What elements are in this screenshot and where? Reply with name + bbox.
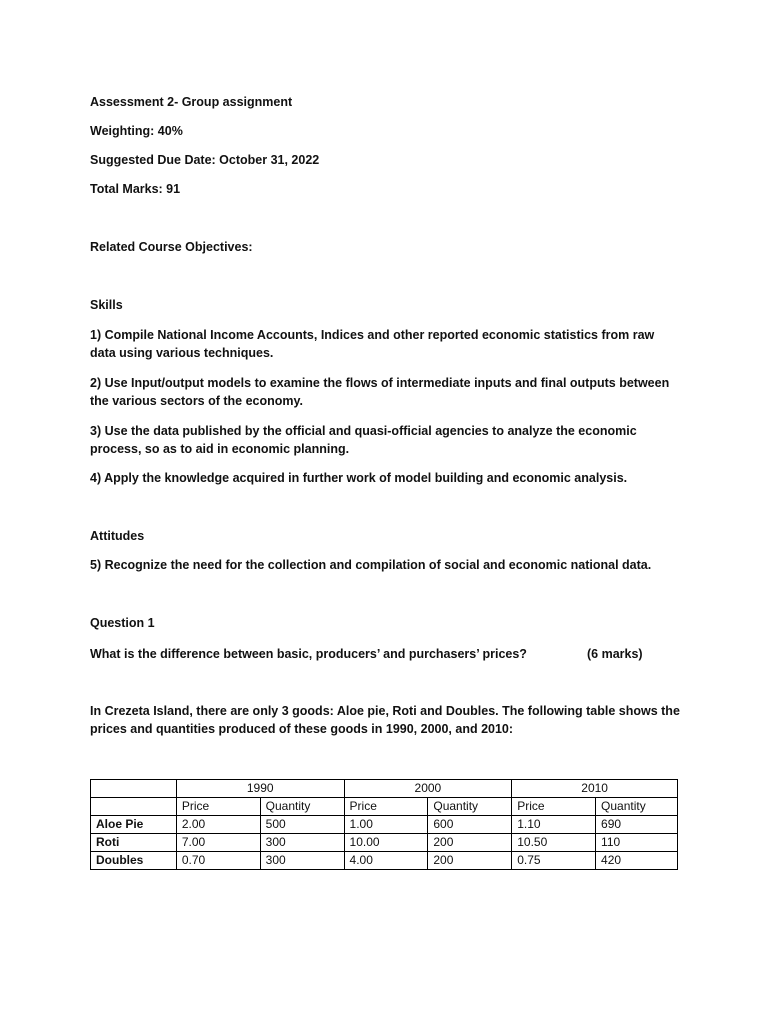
table-cell: 110 bbox=[596, 834, 678, 852]
question-1-intro: In Crezeta Island, there are only 3 goods: Aloe pie, Roti and Doubles. The following table shows the prices and quantities produced of these goods in 1990, 2000, and 2010: bbox=[90, 704, 680, 736]
table-year-header-row bbox=[91, 780, 678, 798]
weighting: Weighting: 40% bbox=[90, 124, 183, 138]
skill-item: 1) Compile National Income Accounts, Indices and other reported economic statistics from raw data using various techniques. bbox=[90, 328, 655, 360]
table-row bbox=[91, 852, 678, 870]
table-cell: 300 bbox=[260, 834, 344, 852]
skill-item: 3) Use the data published by the official and quasi-official agencies to analyze the economic process, so as to aid in economic planning. bbox=[90, 424, 637, 456]
subheader-cell: Price bbox=[176, 798, 260, 816]
table-subheader-row bbox=[91, 798, 678, 816]
question-1-heading: Question 1 bbox=[90, 616, 155, 630]
table-cell: 7.00 bbox=[176, 834, 260, 852]
due-date: Suggested Due Date: October 31, 2022 bbox=[90, 153, 320, 167]
table-row bbox=[91, 834, 678, 852]
table-cell: 0.75 bbox=[512, 852, 596, 870]
row-label: Doubles bbox=[91, 852, 177, 870]
skill-item: 2) Use Input/output models to examine the flows of intermediate inputs and final outputs between the various sectors of the economy. bbox=[90, 376, 670, 408]
table-cell: 690 bbox=[596, 816, 678, 834]
table-cell: 500 bbox=[260, 816, 344, 834]
table-cell: 600 bbox=[428, 816, 512, 834]
table-cell: 420 bbox=[596, 852, 678, 870]
subheader-cell: Price bbox=[512, 798, 596, 816]
skill-item: 4) Apply the knowledge acquired in further work of model building and economic analysis. bbox=[90, 471, 628, 485]
attitude-item: 5) Recognize the need for the collection and compilation of social and economic national data. bbox=[90, 558, 652, 572]
row-label: Roti bbox=[91, 834, 177, 852]
table-corner-cell bbox=[91, 780, 177, 798]
prices-quantities-table bbox=[90, 779, 678, 870]
attitudes-heading: Attitudes bbox=[90, 529, 145, 543]
question-1-marks: (6 marks) bbox=[587, 647, 643, 661]
table-cell: 0.70 bbox=[176, 852, 260, 870]
table-cell: 10.00 bbox=[344, 834, 428, 852]
subheader-cell: Quantity bbox=[428, 798, 512, 816]
subheader-cell: Quantity bbox=[260, 798, 344, 816]
table-cell: 200 bbox=[428, 834, 512, 852]
table-row bbox=[91, 816, 678, 834]
question-1-prompt: What is the difference between basic, producers’ and purchasers’ prices? bbox=[90, 647, 527, 661]
year-header-1990: 1990 bbox=[176, 780, 344, 798]
subheader-cell: Quantity bbox=[596, 798, 678, 816]
skills-heading: Skills bbox=[90, 298, 123, 312]
table-cell: 200 bbox=[428, 852, 512, 870]
year-header-2010: 2010 bbox=[512, 780, 678, 798]
total-marks: Total Marks: 91 bbox=[90, 182, 181, 196]
year-header-2000: 2000 bbox=[344, 780, 512, 798]
subheader-cell: Price bbox=[344, 798, 428, 816]
table-cell: 10.50 bbox=[512, 834, 596, 852]
table-cell: 2.00 bbox=[176, 816, 260, 834]
table-cell: 300 bbox=[260, 852, 344, 870]
assessment-title: Assessment 2- Group assignment bbox=[90, 95, 293, 109]
table-cell: 4.00 bbox=[344, 852, 428, 870]
table-cell: 1.10 bbox=[512, 816, 596, 834]
objectives-heading: Related Course Objectives: bbox=[90, 240, 253, 254]
table-cell: 1.00 bbox=[344, 816, 428, 834]
table-empty-cell bbox=[91, 798, 177, 816]
row-label: Aloe Pie bbox=[91, 816, 177, 834]
